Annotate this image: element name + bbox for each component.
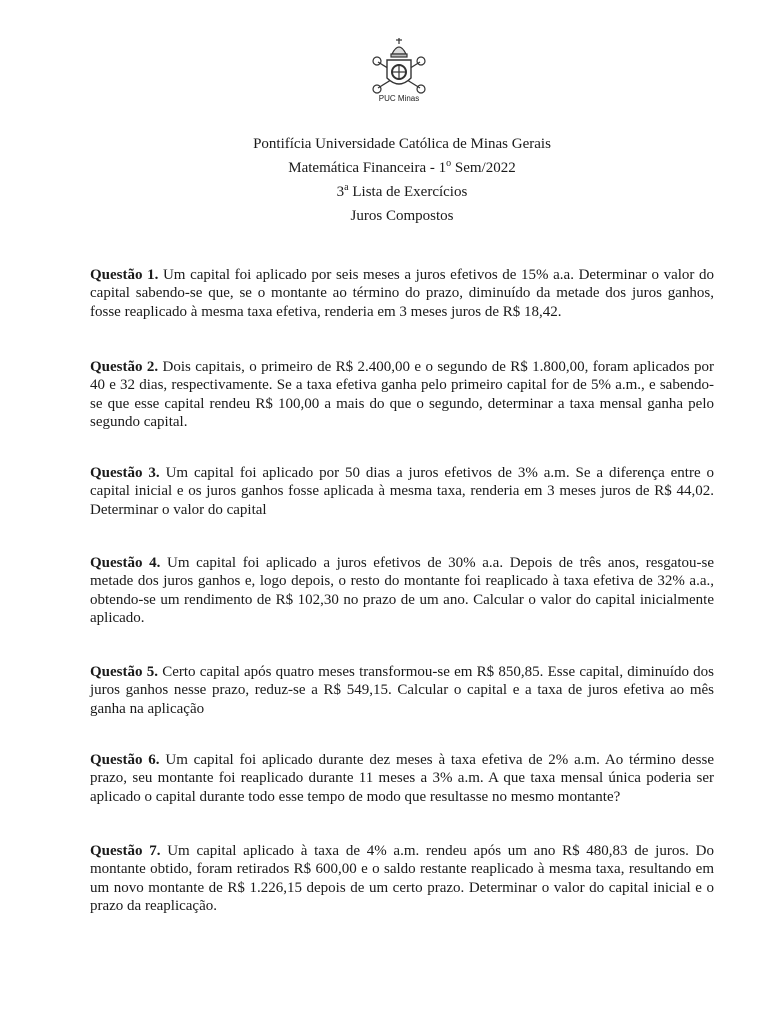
- question-label: Questão 4.: [90, 555, 161, 571]
- question-text: Um capital foi aplicado a juros efetivos de 30% a.a. Depois de três anos, resgatou-se metade dos juros ganhos e, logo depois, o resto do montante foi reaplicado à taxa efetiva de 32% a.a., obtendo-se um rendimento de R$ 102,30 no prazo de um ano. Calcular o valor do capital inicialmente aplicado.: [90, 555, 715, 626]
- question-text: Um capital foi aplicado durante dez meses à taxa efetiva de 2% a.m. Ao término desse prazo, seu montante foi reaplicado durante 11 meses a 3% a.m. A que taxa mensal única poderia ser aplicado o capital durante todo esse tempo de modo que resultasse no mesmo montante?: [90, 752, 714, 805]
- question-1: [90, 266, 714, 321]
- question-text: Dois capitais, o primeiro de R$ 2.400,00 e o segundo de R$ 1.800,00, foram aplicados por 40 e 32 dias, respectivamente. Se a taxa efetiva ganha pelo primeiro capital for de 5% a.m., e sabendo-se que esse capital rendeu R$ 100,00 a mais do que o segundo, determinar a taxa mensal ganha pelo segundo capital.: [90, 359, 715, 430]
- list-name: Lista de Exercícios: [348, 184, 468, 200]
- question-label: Questão 7.: [90, 843, 161, 859]
- question-text: Um capital foi aplicado por 50 dias a juros efetivos de 3% a.m. Se a diferença entre o capital inicial e os juros ganhos fosse aplicada à mesma taxa, renderia em 3 meses juros de R$ 44,02. Determinar o valor do capital: [90, 465, 715, 518]
- question-6: [90, 751, 714, 806]
- course-name: Matemática Financeira - 1: [288, 160, 447, 176]
- course-title: [0, 156, 768, 180]
- university-name: Pontifícia Universidade Católica de Minas Gerais: [253, 136, 551, 152]
- question-4: [90, 554, 714, 627]
- course-ordinal: o: [446, 158, 452, 169]
- course-semester: Sem/2022: [451, 160, 516, 176]
- document-header: [0, 132, 768, 228]
- list-number: 3: [336, 184, 345, 200]
- question-7: [90, 842, 714, 915]
- list-title: [0, 180, 768, 204]
- question-text: Um capital foi aplicado por seis meses a juros efetivos de 15% a.a. Determinar o valor do capital sabendo-se que, se o montante ao término do prazo, diminuído da metade dos juros ganhos, fosse reaplicado à mesma taxa efetiva, renderia em 3 meses juros de R$ 18,42.: [90, 267, 715, 320]
- logo-text: PUC Minas: [378, 94, 420, 103]
- question-label: Questão 6.: [90, 752, 160, 768]
- question-3: [90, 464, 714, 519]
- question-5: [90, 663, 714, 718]
- question-2: [90, 358, 714, 431]
- question-label: Questão 5.: [90, 664, 158, 680]
- question-text: Certo capital após quatro meses transformou-se em R$ 850,85. Esse capital, diminuído dos juros ganhos nesse prazo, reduz-se a R$ 549,15. Calcular o capital e a taxa de juros efetiva ao mês ganha na aplicação: [90, 664, 715, 717]
- question-label: Questão 3.: [90, 465, 160, 481]
- question-label: Questão 1.: [90, 267, 159, 283]
- question-text: Um capital aplicado à taxa de 4% a.m. rendeu após um ano R$ 480,83 de juros. Do montante obtido, foram retirados R$ 600,00 e o saldo restante reaplicado à mesma taxa, resultando em um novo montante de R$ 1.226,15 depois de um certo prazo. Determinar o valor do capital inicial e o prazo da reaplicação.: [90, 843, 714, 914]
- question-label: Questão 2.: [90, 359, 159, 375]
- topic-title: Juros Compostos: [350, 208, 454, 224]
- list-ordinal: a: [344, 182, 349, 193]
